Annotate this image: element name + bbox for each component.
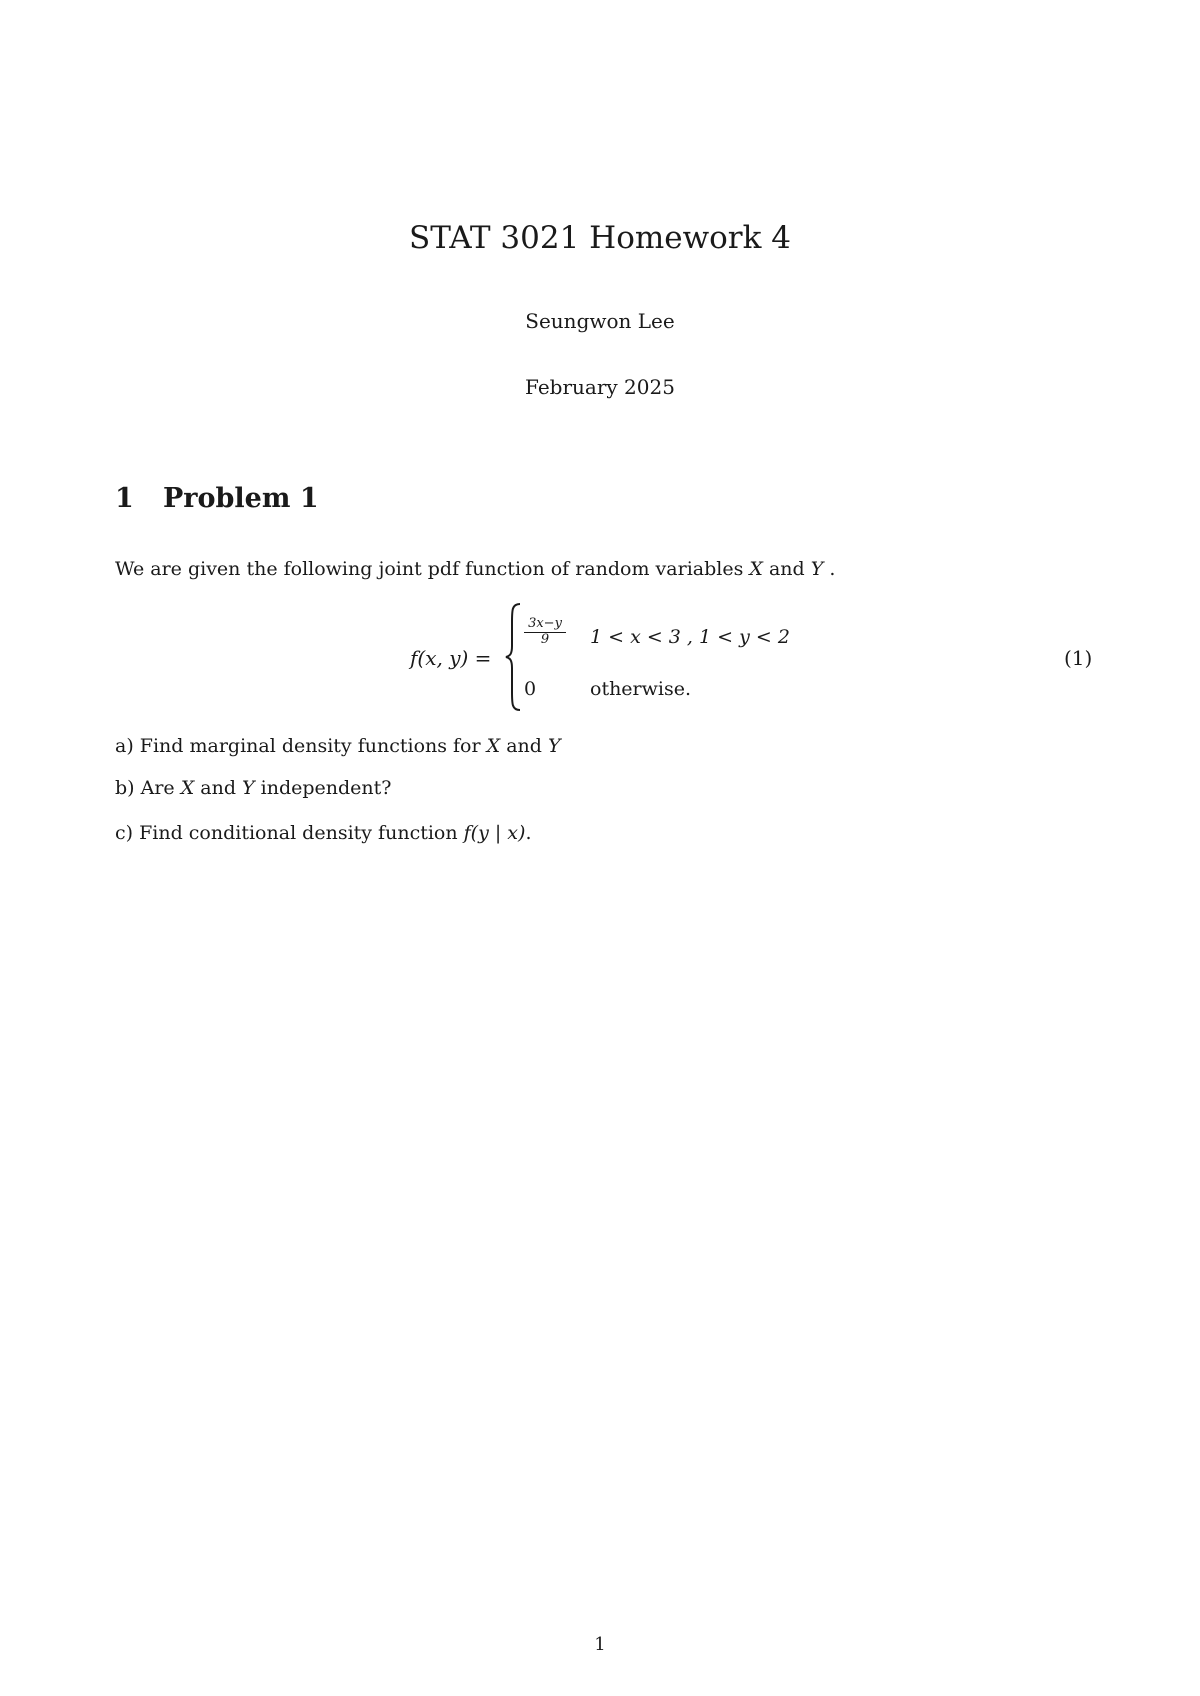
equation-lhs-text: f(x, y) = xyxy=(410,646,492,670)
case1-fraction xyxy=(522,617,568,647)
part-b xyxy=(115,775,391,801)
intro-and: and xyxy=(762,558,811,580)
part-c-suffix: . xyxy=(525,822,532,844)
part-c xyxy=(115,820,531,846)
fraction-denominator: 9 xyxy=(540,632,550,647)
case2-value: 0 xyxy=(524,678,537,700)
part-a-var-y: Y xyxy=(547,735,561,757)
part-a-text: a) Find marginal density functions for xyxy=(115,735,487,757)
intro-end: . xyxy=(823,558,836,580)
part-a-and: and xyxy=(500,735,548,757)
equation-lhs xyxy=(410,645,491,671)
part-b-suffix: independent? xyxy=(254,777,392,799)
equation-number: (1) xyxy=(1064,646,1093,670)
intro-var-x: X xyxy=(749,558,763,580)
part-a xyxy=(115,733,561,759)
part-b-and: and xyxy=(194,777,243,799)
part-c-expr: f(y | x) xyxy=(463,822,526,844)
left-brace-icon xyxy=(504,602,524,712)
section-heading xyxy=(115,482,319,516)
section-title: Problem 1 xyxy=(163,483,319,514)
page-number: 1 xyxy=(594,1634,606,1655)
case2-condition: otherwise. xyxy=(590,678,692,700)
intro-var-y: Y xyxy=(810,558,824,580)
intro-paragraph xyxy=(115,556,835,582)
part-a-var-x: X xyxy=(486,735,501,757)
case1-condition: 1 < x < 3 , 1 < y < 2 xyxy=(590,626,790,648)
part-b-var-y: Y xyxy=(242,777,255,799)
intro-text: We are given the following joint pdf function of random variables xyxy=(115,558,750,580)
part-c-text: c) Find conditional density function xyxy=(115,822,464,844)
part-b-var-x: X xyxy=(180,777,195,799)
fraction-numerator: 3x−y xyxy=(528,616,562,631)
document-title: STAT 3021 Homework 4 xyxy=(408,220,791,256)
author-name: Seungwon Lee xyxy=(525,309,675,333)
part-b-text: b) Are xyxy=(115,777,181,799)
section-number: 1 xyxy=(115,483,134,514)
document-date: February 2025 xyxy=(525,375,675,399)
